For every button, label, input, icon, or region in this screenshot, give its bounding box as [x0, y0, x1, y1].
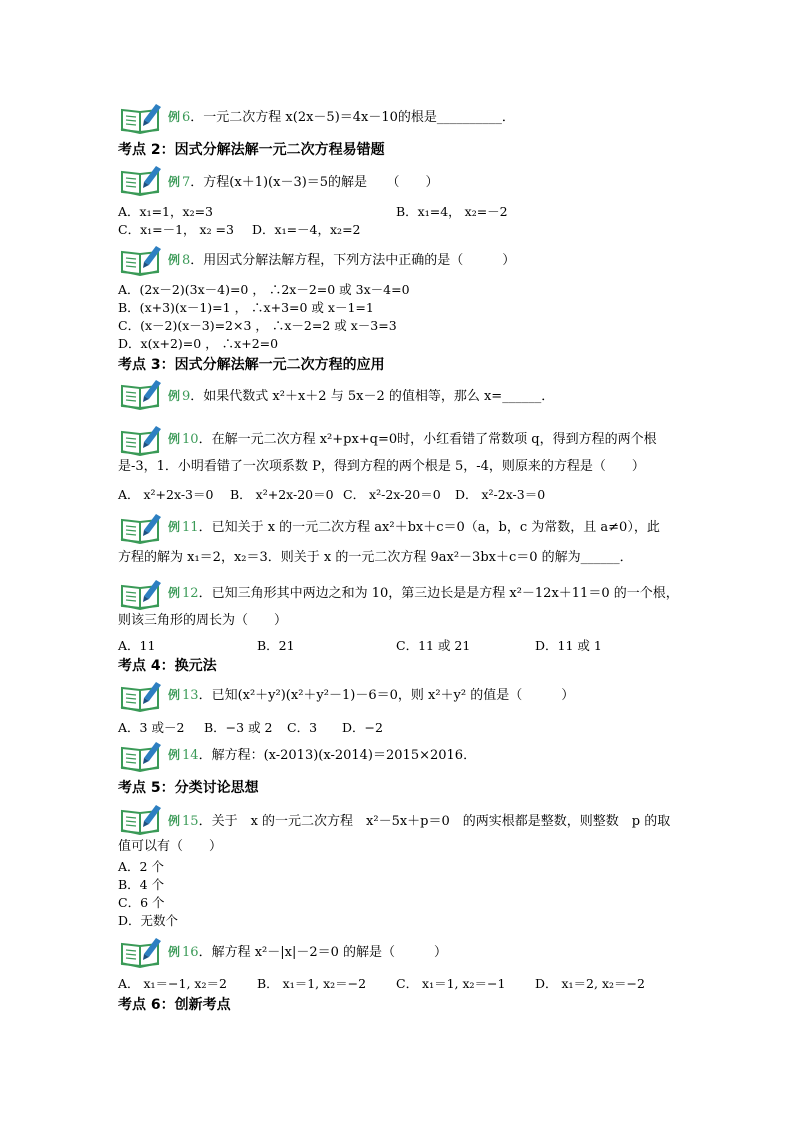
- example-number: 10: [182, 432, 199, 447]
- example-number: 13: [182, 688, 199, 703]
- option-b: B． x²+2x-20＝0: [230, 487, 334, 502]
- option-b: B．4 个: [118, 877, 165, 892]
- example-label: 例: [168, 945, 181, 959]
- example-text: ．关于 x 的一元二次方程 x²－5x＋p＝0 的两实根都是整数，则整数 p 的取: [198, 814, 671, 829]
- example-label: 例: [168, 389, 181, 403]
- example-text: ．一元二次方程 x(2x－5)＝4x－10的根是__________．: [190, 110, 515, 125]
- example-number: 16: [182, 945, 199, 960]
- option-d: D．−2: [342, 720, 383, 735]
- option-c: C．11 或 21: [396, 638, 471, 653]
- book-pencil-icon: [118, 508, 164, 544]
- book-pencil-icon: [118, 574, 164, 610]
- option-a: A． x²+2x-3＝0: [118, 487, 214, 502]
- section-heading: 考点 6：创新考点: [118, 997, 231, 1013]
- option-d: D．11 或 1: [535, 638, 602, 653]
- book-pencil-icon: [118, 98, 164, 134]
- section-heading: 考点 3：因式分解法解一元二次方程的应用: [118, 357, 385, 373]
- example-number: 15: [182, 814, 199, 829]
- example-text: ．用因式分解法解方程，下列方法中正确的是（ ）: [190, 253, 516, 268]
- example-text-continued: 方程的解为 x₁＝2，x₂＝3．则关于 x 的一元二次方程 9ax²－3bx＋c＝0 的解为______．: [118, 550, 633, 565]
- book-pencil-icon: [118, 932, 164, 968]
- example-number: 6: [182, 110, 191, 125]
- option-c: C．x₁=－1， x₂ =3: [118, 222, 234, 237]
- option-b: B．(x+3)(x－1)=1 ， ∴x+3=0 或 x－1=1: [118, 300, 374, 315]
- option-d: D． x²-2x-3＝0: [455, 487, 546, 502]
- book-pencil-icon: [118, 160, 164, 196]
- book-pencil-icon: [118, 374, 164, 410]
- example-text: ．方程(x＋1)(x－3)＝5的解是 （ ）: [190, 175, 439, 190]
- example-label: 例: [168, 175, 181, 189]
- option-a: A．2 个: [118, 859, 164, 874]
- option-a: A．x₁=1，x₂=3: [118, 204, 214, 219]
- example-text: ．已知三角形其中两边之和为 10，第三边长是是方程 x²－12x＋11＝0 的一个根，: [198, 586, 679, 601]
- book-pencil-icon: [118, 420, 164, 456]
- option-c: C．6 个: [118, 895, 165, 910]
- option-b: B．x₁=4， x₂=－2: [396, 204, 508, 219]
- option-d: D．无数个: [118, 913, 179, 928]
- example-number: 8: [182, 253, 191, 268]
- example-text: ．解方程：(x-2013)(x-2014)＝2015×2016．: [198, 748, 477, 763]
- option-b: B． x₁＝1, x₂＝−2: [257, 976, 367, 991]
- example-text: ．解方程 x²－|x|－2＝0 的解是（ ）: [198, 945, 448, 960]
- example-label: 例: [168, 748, 181, 762]
- example-text: ．如果代数式 x²＋x＋2 与 5x－2 的值相等，那么 x=______．: [190, 389, 555, 404]
- book-pencil-icon: [118, 676, 164, 712]
- example-label: 例: [168, 586, 181, 600]
- example-number: 9: [182, 389, 191, 404]
- option-b: B．21: [257, 638, 295, 653]
- option-b: B．−3 或 2: [204, 720, 273, 735]
- example-label: 例: [168, 253, 181, 267]
- option-c: C．3: [287, 720, 318, 735]
- example-text-continued: 则该三角形的周长为（ ）: [118, 613, 288, 628]
- example-number: 14: [182, 748, 199, 763]
- option-c: C． x₁＝1, x₂＝−1: [396, 976, 506, 991]
- option-a: A． x₁＝−1, x₂＝2: [118, 976, 227, 991]
- option-c: C． x²-2x-20＝0: [343, 487, 441, 502]
- section-heading: 考点 2：因式分解法解一元二次方程易错题: [118, 142, 385, 158]
- book-pencil-icon: [118, 799, 164, 835]
- section-heading: 考点 4：换元法: [118, 658, 217, 674]
- option-d: D．x₁=－4，x₂=2: [252, 222, 361, 237]
- example-number: 12: [182, 586, 199, 601]
- book-pencil-icon: [118, 736, 164, 772]
- example-text-continued: 值可以有（ ）: [118, 839, 223, 854]
- option-a: A．3 或－2: [118, 720, 185, 735]
- example-text-continued: 是-3，1．小明看错了一次项系数 P，得到方程的两个根是 5，-4，则原来的方程是（ ）: [118, 459, 645, 474]
- option-a: A．(2x－2)(3x－4)=0 ， ∴2x－2=0 或 3x－4=0: [118, 282, 410, 297]
- example-text: ．已知(x²＋y²)(x²＋y²－1)－6＝0，则 x²＋y² 的值是（ ）: [198, 688, 575, 703]
- example-label: 例: [168, 432, 181, 446]
- example-label: 例: [168, 520, 181, 534]
- example-text: ．已知关于 x 的一元二次方程 ax²＋bx＋c＝0（a，b，c 为常数，且 a≠0），此: [198, 520, 660, 535]
- option-a: A．11: [118, 638, 156, 653]
- option-c: C．(x－2)(x－3)=2×3 ， ∴x－2=2 或 x－3=3: [118, 318, 397, 333]
- section-heading: 考点 5：分类讨论思想: [118, 780, 259, 796]
- example-number: 7: [182, 175, 191, 190]
- example-label: 例: [168, 814, 181, 828]
- example-number: 11: [182, 520, 199, 535]
- option-d: D．x(x+2)=0 ， ∴x+2=0: [118, 336, 279, 351]
- example-label: 例: [168, 110, 181, 124]
- example-label: 例: [168, 688, 181, 702]
- example-text: ．在解一元二次方程 x²+px+q=0时，小红看错了常数项 q，得到方程的两个根: [198, 432, 657, 447]
- option-d: D． x₁＝2, x₂＝−2: [535, 976, 645, 991]
- book-pencil-icon: [118, 240, 164, 276]
